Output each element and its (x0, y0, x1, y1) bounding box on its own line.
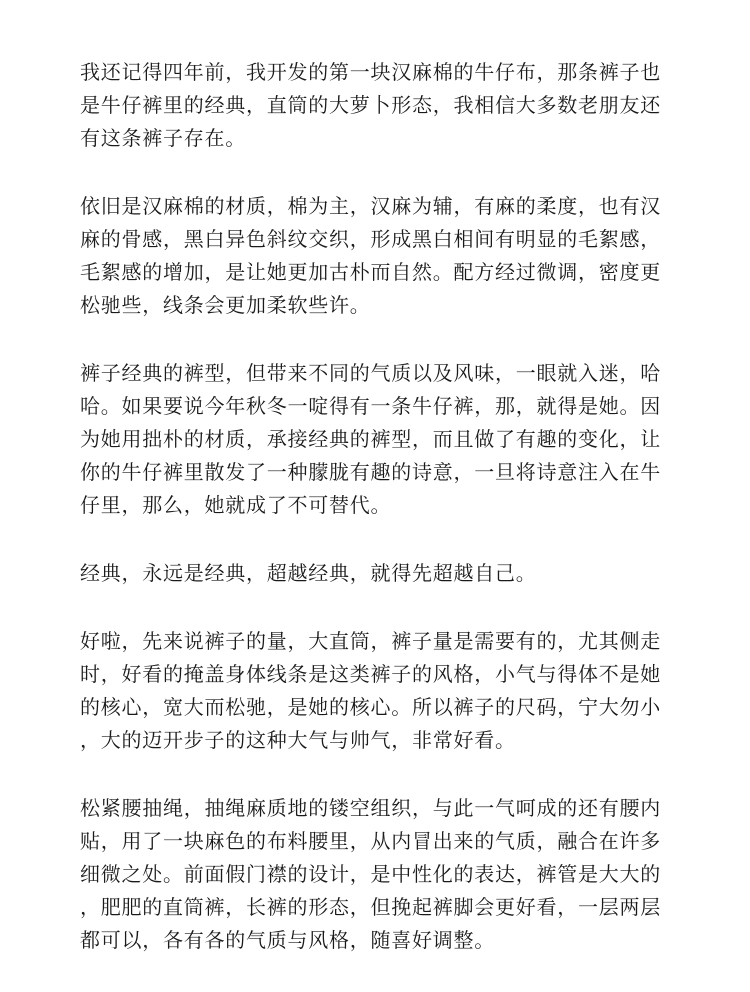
paragraph-3: 裤子经典的裤型，但带来不同的气质以及风味，一眼就入迷，哈哈。如果要说今年秋冬一啶得有一条牛仔裤，那，就得是她。因为她用拙朴的材质，承接经典的裤型，而且做了有趣的变化，让你的牛仔裤里散发了一种朦胧有趣的诗意，一旦将诗意注入在牛仔里，那么，她就成了不可替代。 (80, 361, 661, 517)
paragraph-1: 我还记得四年前，我开发的第一块汉麻棉的牛仔布，那条裤子也是牛仔裤里的经典，直筒的大萝卜形态，我相信大多数老朋友还有这条裤子存在。 (80, 60, 661, 150)
paragraph-5: 好啦，先来说裤子的量，大直筒，裤子量是需要有的，尤其侧走时，好看的掩盖身体线条是这类裤子的风格，小气与得体不是她的核心，宽大而松驰，是她的核心。所以裤子的尺码，宁大勿小，大的迈开步子的这种大气与帅气，非常好看。 (80, 629, 661, 752)
paragraph-2: 依旧是汉麻棉的材质，棉为主，汉麻为辅，有麻的柔度，也有汉麻的骨感，黑白异色斜纹交织，形成黑白相间有明显的毛絮感，毛絮感的增加，是让她更加古朴而自然。配方经过微调，密度更松驰些，线条会更加柔软些许。 (80, 194, 661, 317)
article-body (80, 56, 680, 992)
paragraph-6: 松紧腰抽绳，抽绳麻质地的镂空组织，与此一气呵成的还有腰内贴，用了一块麻色的布料腰里，从内冒出来的气质，融合在许多细微之处。前面假门襟的设计，是中性化的表达，裤管是大大的，肥肥的直筒裤，长裤的形态，但挽起裤脚会更好看，一层两层都可以，各有各的气质与风格，随喜好调整。 (80, 796, 661, 952)
paragraph-4: 经典，永远是经典，超越经典，就得先超越自己。 (80, 561, 537, 585)
